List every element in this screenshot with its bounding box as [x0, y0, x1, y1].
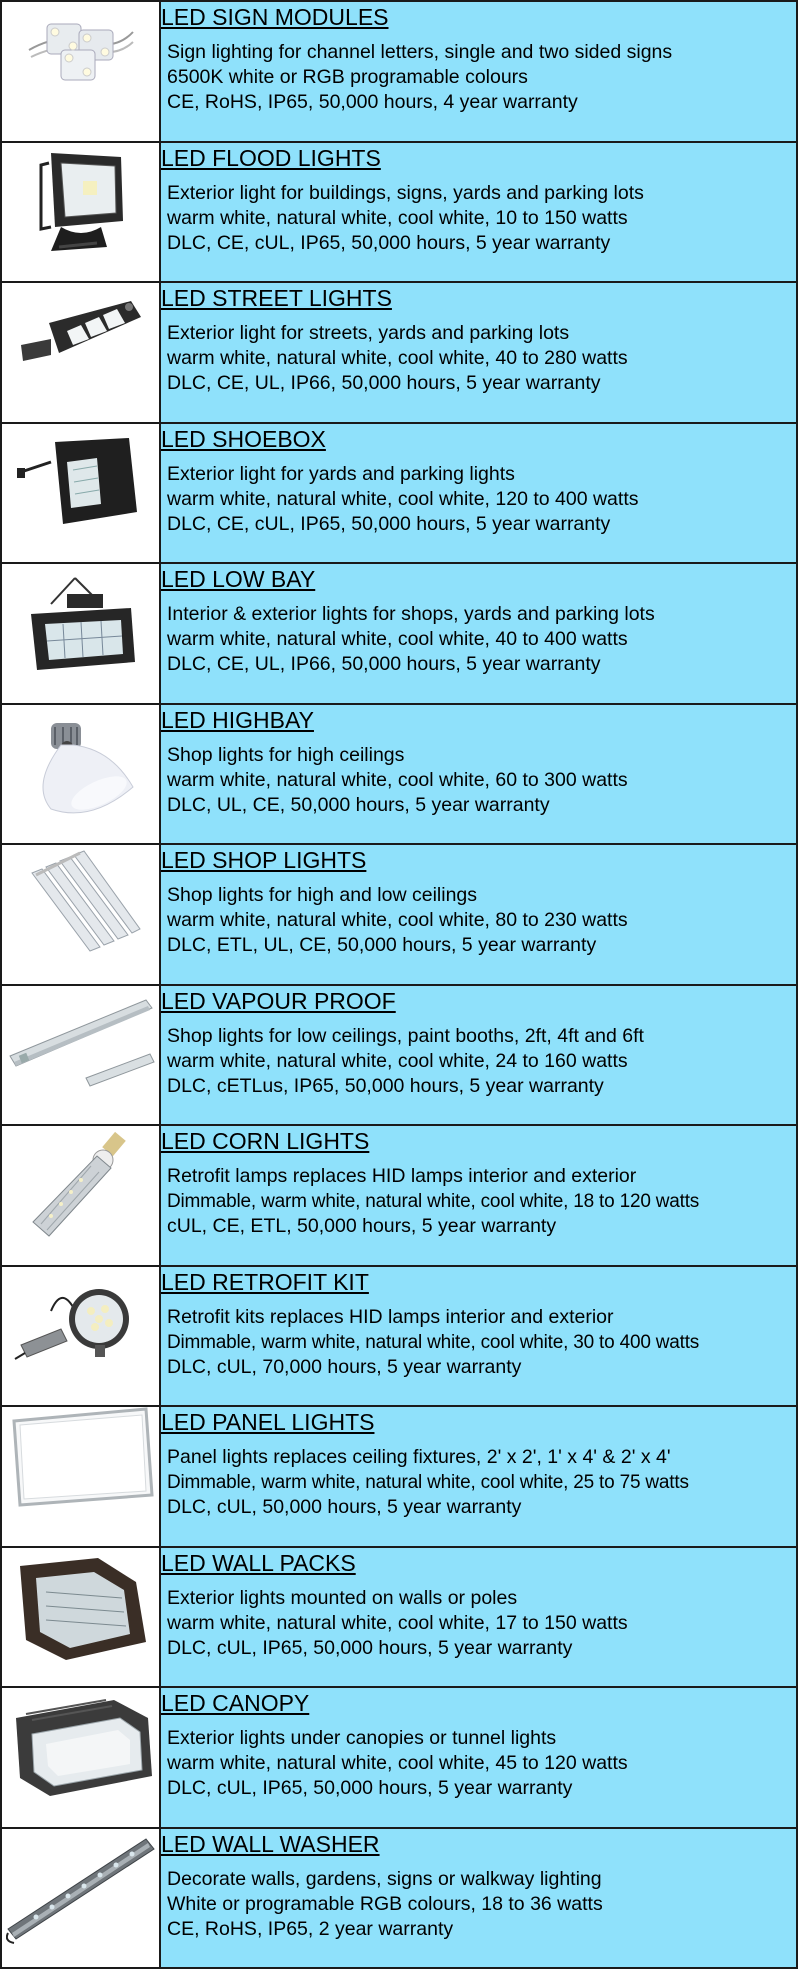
product-description: Interior & exterior lights for shops, yards and parking lots	[167, 603, 655, 625]
product-title: LED HIGHBAY	[161, 706, 314, 733]
product-certifications: DLC, CE, cUL, IP65, 50,000 hours, 5 year warranty	[167, 512, 611, 535]
led-wall-pack-icon	[6, 1548, 156, 1668]
product-image-cell	[1, 1547, 160, 1688]
product-specs: Dimmable, warm white, natural white, cool white, 18 to 120 watts	[167, 1191, 700, 1212]
product-row-retrofit-kit	[1, 1266, 797, 1407]
product-row-shoebox	[1, 423, 797, 564]
product-title: LED SHOEBOX	[161, 425, 326, 452]
product-info-cell	[160, 844, 797, 985]
product-row-flood-lights	[1, 142, 797, 283]
product-row-highbay	[1, 704, 797, 845]
product-certifications: DLC, cUL, IP65, 50,000 hours, 5 year warranty	[167, 1777, 573, 1799]
product-title: LED LOW BAY	[161, 566, 316, 592]
product-specs: warm white, natural white, cool white, 80 to 230 watts	[167, 909, 628, 931]
product-info-cell	[160, 563, 797, 704]
product-title: LED VAPOUR PROOF	[161, 987, 396, 1014]
product-description: Shop lights for high ceilings	[167, 743, 405, 766]
product-image-cell	[1, 704, 160, 845]
product-info-cell	[160, 423, 797, 564]
product-image-cell	[1, 142, 160, 283]
led-sign-module-icon	[21, 2, 141, 92]
product-info-cell	[160, 282, 797, 423]
product-certifications: CE, RoHS, IP65, 50,000 hours, 4 year warranty	[167, 91, 578, 113]
product-image-cell	[1, 1, 160, 142]
product-row-low-bay	[1, 563, 797, 704]
led-highbay-icon	[11, 705, 151, 825]
product-specs: White or programable RGB colours, 18 to 36 watts	[167, 1892, 603, 1915]
product-certifications: DLC, CE, UL, IP66, 50,000 hours, 5 year warranty	[167, 653, 601, 675]
product-specs: warm white, natural white, cool white, 40 to 400 watts	[167, 628, 628, 650]
product-image-cell	[1, 423, 160, 564]
product-row-wall-washer	[1, 1828, 797, 1969]
product-description: Exterior lights under canopies or tunnel lights	[167, 1727, 557, 1749]
product-title: LED CANOPY	[161, 1690, 310, 1716]
product-specs: warm white, natural white, cool white, 60 to 300 watts	[167, 768, 628, 791]
product-specs: warm white, natural white, cool white, 10 to 150 watts	[167, 206, 628, 229]
product-image-cell	[1, 563, 160, 704]
led-corn-light-icon	[11, 1126, 151, 1246]
product-specs: warm white, natural white, cool white, 24 to 160 watts	[167, 1049, 628, 1072]
product-certifications: DLC, cUL, IP65, 50,000 hours, 5 year warranty	[167, 1636, 573, 1659]
product-image-cell	[1, 1687, 160, 1828]
product-row-sign-modules	[1, 1, 797, 142]
product-certifications: DLC, ETL, UL, CE, 50,000 hours, 5 year warranty	[167, 934, 597, 956]
product-title: LED FLOOD LIGHTS	[161, 144, 381, 171]
led-wall-washer-icon	[6, 1829, 156, 1949]
product-title: LED WALL WASHER	[161, 1830, 380, 1857]
product-certifications: DLC, cUL, 70,000 hours, 5 year warranty	[167, 1355, 522, 1378]
product-description: Shop lights for high and low ceilings	[167, 884, 478, 906]
led-street-light-icon	[11, 283, 151, 373]
product-certifications: DLC, cETLus, IP65, 50,000 hours, 5 year warranty	[167, 1074, 604, 1097]
product-description: Shop lights for low ceilings, paint booths, 2ft, 4ft and 6ft	[167, 1024, 644, 1047]
product-image-cell	[1, 1828, 160, 1969]
product-info-cell	[160, 1406, 797, 1547]
product-row-wall-packs	[1, 1547, 797, 1688]
product-row-shop-lights	[1, 844, 797, 985]
product-title: LED CORN LIGHTS	[161, 1128, 370, 1154]
product-title: LED RETROFIT KIT	[161, 1268, 369, 1295]
product-description: Exterior light for streets, yards and parking lots	[167, 322, 570, 344]
product-certifications: cUL, CE, ETL, 50,000 hours, 5 year warranty	[167, 1215, 557, 1237]
product-image-cell	[1, 282, 160, 423]
product-title: LED WALL PACKS	[161, 1549, 356, 1576]
product-row-vapour-proof	[1, 985, 797, 1126]
product-description: Retrofit lamps replaces HID lamps interior and exterior	[167, 1165, 637, 1187]
product-title: LED STREET LIGHTS	[161, 285, 392, 311]
product-certifications: CE, RoHS, IP65, 2 year warranty	[167, 1917, 454, 1940]
product-description: Retrofit kits replaces HID lamps interior and exterior	[167, 1305, 614, 1328]
product-description: Exterior light for buildings, signs, yards and parking lots	[167, 181, 644, 204]
product-description: Exterior light for yards and parking lights	[167, 462, 515, 485]
led-shoebox-icon	[11, 424, 151, 534]
led-canopy-icon	[6, 1688, 156, 1808]
product-description: Decorate walls, gardens, signs or walkway lighting	[167, 1867, 602, 1890]
product-info-cell	[160, 1547, 797, 1688]
product-specs: warm white, natural white, cool white, 45 to 120 watts	[167, 1752, 628, 1774]
product-info-cell	[160, 1125, 797, 1266]
product-image-cell	[1, 844, 160, 985]
product-title: LED SHOP LIGHTS	[161, 847, 367, 873]
product-description: Sign lighting for channel letters, single and two sided signs	[167, 41, 673, 63]
product-specs: warm white, natural white, cool white, 40 to 280 watts	[167, 347, 628, 369]
product-info-cell	[160, 985, 797, 1126]
led-retrofit-kit-icon	[11, 1267, 151, 1377]
product-certifications: DLC, CE, UL, IP66, 50,000 hours, 5 year warranty	[167, 372, 601, 394]
product-description: Exterior lights mounted on walls or poles	[167, 1586, 518, 1609]
led-shop-light-icon	[16, 845, 146, 965]
product-certifications: DLC, CE, cUL, IP65, 50,000 hours, 5 year warranty	[167, 231, 611, 254]
product-row-street-lights	[1, 282, 797, 423]
product-row-canopy	[1, 1687, 797, 1828]
led-flood-light-icon	[21, 143, 141, 263]
product-info-cell	[160, 704, 797, 845]
product-certifications: DLC, UL, CE, 50,000 hours, 5 year warranty	[167, 793, 550, 816]
led-panel-light-icon	[6, 1407, 156, 1507]
product-info-cell	[160, 1266, 797, 1407]
product-specs: warm white, natural white, cool white, 120 to 400 watts	[167, 487, 639, 510]
product-specs: Dimmable, warm white, natural white, cool white, 30 to 400 watts	[167, 1331, 700, 1353]
product-image-cell	[1, 1406, 160, 1547]
product-image-cell	[1, 985, 160, 1126]
product-certifications: DLC, cUL, 50,000 hours, 5 year warranty	[167, 1496, 522, 1518]
product-image-cell	[1, 1125, 160, 1266]
product-row-corn-lights	[1, 1125, 797, 1266]
product-row-panel-lights	[1, 1406, 797, 1547]
product-info-cell	[160, 1687, 797, 1828]
product-image-cell	[1, 1266, 160, 1407]
product-info-cell	[160, 1, 797, 142]
product-title: LED SIGN MODULES	[161, 4, 389, 30]
product-info-cell	[160, 142, 797, 283]
product-specs: 6500K white or RGB programable colours	[167, 66, 528, 88]
led-low-bay-icon	[11, 564, 151, 684]
product-title: LED PANEL LIGHTS	[161, 1409, 375, 1435]
product-description: Panel lights replaces ceiling fixtures, 2' x 2', 1' x 4' & 2' x 4'	[167, 1446, 671, 1468]
led-vapour-proof-icon	[6, 986, 156, 1096]
product-specs: Dimmable, warm white, natural white, cool white, 25 to 75 watts	[167, 1472, 689, 1493]
product-info-cell	[160, 1828, 797, 1969]
product-specs: warm white, natural white, cool white, 17 to 150 watts	[167, 1611, 628, 1634]
